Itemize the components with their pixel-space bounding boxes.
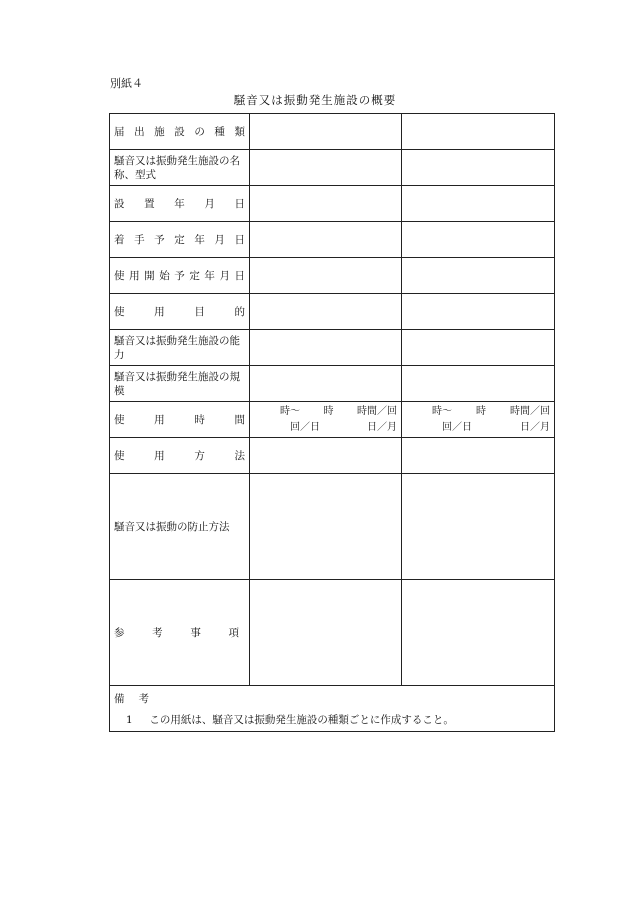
label-reference: 参 考 事 項 [114,627,239,639]
row-purpose [110,294,555,330]
value-cell[interactable] [250,222,402,258]
row-prevention [110,474,555,580]
label-purpose: 使 用 目 的 [114,306,245,318]
row-scale [110,366,555,402]
label-prevention: 騒音又は振動の防止方法 [110,474,250,580]
value-cell[interactable] [402,294,555,330]
row-capacity [110,330,555,366]
value-cell[interactable] [402,186,555,222]
label-use-time: 使 用 時 間 [114,414,245,426]
value-cell[interactable] [402,114,555,150]
label-scale: 騒音又は振動発生施設の規模 [110,366,250,402]
value-cell[interactable] [402,222,555,258]
value-cell[interactable] [250,438,402,474]
row-name-model [110,150,555,186]
row-notes [110,686,555,732]
value-cell[interactable] [250,114,402,150]
value-cell[interactable] [402,438,555,474]
label-installation-date: 設 置 年 月 日 [114,198,245,210]
row-use-time [110,402,555,438]
row-reference [110,580,555,686]
use-time-cell[interactable]: 時～ 時 時間／回 回／日 日／月 [250,402,402,438]
label-use-method: 使 用 方 法 [114,450,245,462]
row-facility-type [110,114,555,150]
notes-item-text: この用紙は、騒音又は振動発生施設の種類ごとに作成すること。 [149,713,454,726]
label-start-date: 着 手 予 定 年 月 日 [114,234,245,246]
value-cell[interactable] [250,294,402,330]
value-cell[interactable] [250,186,402,222]
value-cell[interactable] [250,258,402,294]
notes-cell [110,686,555,732]
notes-heading: 備 考 [114,692,149,705]
label-facility-type: 届 出 施 設 の 種 類 [114,126,245,138]
value-cell[interactable] [250,474,402,580]
notes-item-number: 1 [126,713,133,726]
value-cell[interactable] [402,366,555,402]
value-cell[interactable] [250,580,402,686]
value-cell[interactable] [402,330,555,366]
value-cell[interactable] [250,330,402,366]
row-use-start-date [110,258,555,294]
appendix-label: 別紙４ [110,77,143,90]
use-time-cell[interactable]: 時～ 時 時間／回 回／日 日／月 [402,402,555,438]
form-title: 騒音又は振動発生施設の概要 [233,93,397,107]
notes-item [114,712,550,727]
facility-overview-table [109,113,555,732]
label-use-start-date: 使 用 開 始 予 定 年 月 日 [114,270,245,282]
value-cell[interactable] [250,150,402,186]
label-name-model: 騒音又は振動発生施設の名称、型式 [110,150,250,186]
value-cell[interactable] [402,580,555,686]
value-cell[interactable] [402,150,555,186]
label-capacity: 騒音又は振動発生施設の能力 [110,330,250,366]
row-use-method [110,438,555,474]
row-installation-date [110,186,555,222]
value-cell[interactable] [402,258,555,294]
value-cell[interactable] [250,366,402,402]
row-start-date [110,222,555,258]
value-cell[interactable] [402,474,555,580]
